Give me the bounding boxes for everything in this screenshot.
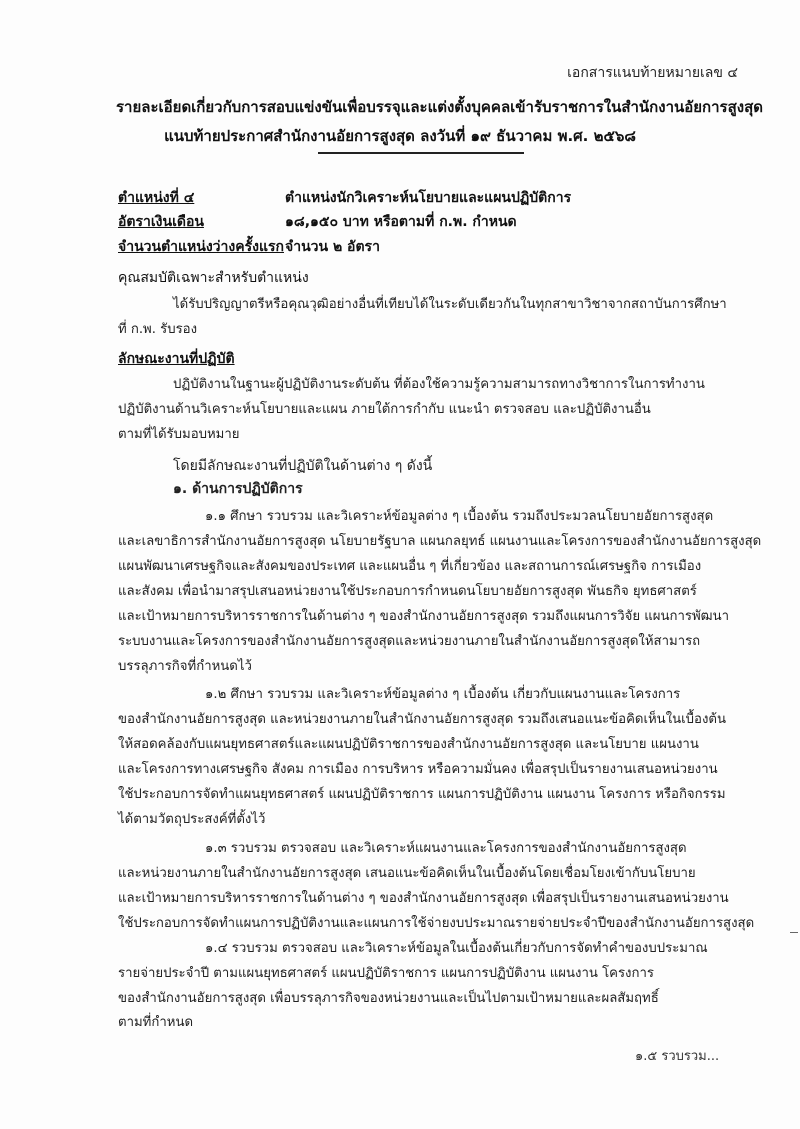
- position-label: ตำแหน่งที่ ๔: [118, 190, 195, 206]
- item-1-3-line: ๑.๓ รวบรวม ตรวจสอบ และวิเคราะห์แผนงานและโครงการของสำนักงานอัยการสูงสุด: [205, 841, 687, 856]
- duties-heading: ลักษณะงานที่ปฏิบัติ: [118, 351, 235, 367]
- item-1-3-line: และหน่วยงานภายในสำนักงานอัยการสูงสุด เสนอแนะข้อคิดเห็นในเบื้องต้นโดยเชื่อมโยงเข้ากับนโยบาย: [118, 866, 696, 881]
- item-1-3-line: ใช้ประกอบการจัดทำแผนการปฏิบัติงานและแผนการใช้จ่ายงบประมาณรายจ่ายประจำปีของสำนักงานอัยการสูงสุด: [118, 916, 755, 931]
- item-1-1-line: บรรลุภารกิจที่กำหนดไว้: [118, 659, 252, 674]
- item-1-4-line: รายจ่ายประจำปี ตามแผนยุทธศาสตร์ แผนปฏิบัติราชการ แผนการปฏิบัติงาน แผนงาน โครงการ: [118, 966, 654, 981]
- item-1-1-line: ระบบงานและโครงการของสำนักงานอัยการสูงสุดและหน่วยงานภายในสำนักงานอัยการสูงสุดให้สามารถ: [118, 634, 701, 649]
- item-1-4-line: ๑.๔ รวบรวม ตรวจสอบ และวิเคราะห์ข้อมูลในเบื้องต้นเกี่ยวกับการจัดทำคำของบประมาณ: [205, 941, 708, 956]
- vacancies-label: จำนวนตำแหน่งว่างครั้งแรก: [118, 239, 284, 255]
- margin-mark: [790, 932, 798, 933]
- item-1-2-line: ใช้ประกอบการจัดทำแผนยุทธศาสตร์ แผนปฏิบัติราชการ แผนการปฏิบัติงาน แผนงาน โครงการ หรือกิจกรรม: [118, 787, 726, 802]
- item-1-2-line: ได้ตามวัตถุประสงค์ที่ตั้งไว้: [118, 812, 266, 827]
- continuation-marker: ๑.๕ รวบรวม...: [635, 1049, 720, 1064]
- vacancies-value: จำนวน ๒ อัตรา: [285, 239, 380, 255]
- qualifications-line: ได้รับปริญญาตรีหรือคุณวุฒิอย่างอื่นที่เทียบได้ในระดับเดียวกันในทุกสาขาวิชาจากสถาบันการศึกษา: [173, 297, 727, 312]
- item-1-2-line: ๑.๒ ศึกษา รวบรวม และวิเคราะห์ข้อมูลต่าง ๆ เบื้องต้น เกี่ยวกับแผนงานและโครงการ: [205, 687, 681, 702]
- duties-lead-in: โดยมีลักษณะงานที่ปฏิบัติในด้านต่าง ๆ ดังนี้: [173, 458, 433, 474]
- item-1-1-line: และเป้าหมายการบริหารราชการในด้านต่าง ๆ ของสำนักงานอัยการสูงสุด รวมถึงแผนการวิจัย แผนการพัฒนา: [118, 609, 730, 624]
- qualifications-heading: คุณสมบัติเฉพาะสำหรับตำแหน่ง: [118, 270, 309, 286]
- position-value: ตำแหน่งนักวิเคราะห์นโยบายและแผนปฏิบัติการ: [285, 190, 572, 206]
- item-1-3-line: และเป้าหมายการบริหารราชการในด้านต่าง ๆ ของสำนักงานอัยการสูงสุด เพื่อสรุปเป็นรายงานเสนอหน่วยงาน: [118, 891, 729, 906]
- item-1-2-line: ของสำนักงานอัยการสูงสุด และหน่วยงานภายในสำนักงานอัยการสูงสุด รวมถึงเสนอแนะข้อคิดเห็นในเบื้องต้น: [118, 712, 726, 727]
- duties-intro-line: ตามที่ได้รับมอบหมาย: [118, 427, 240, 442]
- item-1-4-line: ของสำนักงานอัยการสูงสุด เพื่อบรรลุภารกิจของหน่วยงานและเป็นไปตามเป้าหมายและผลสัมฤทธิ์: [118, 991, 659, 1006]
- item-1-1-line: และเลขาธิการสำนักงานอัยการสูงสุด นโยบายรัฐบาล แผนกลยุทธ์ แผนงานและโครงการของสำนักงานอัยการสูงสุด: [118, 534, 762, 549]
- duties-intro-line: ปฏิบัติงานด้านวิเคราะห์นโยบายและแผน ภายใต้การกำกับ แนะนำ ตรวจสอบ และปฏิบัติงานอื่น: [118, 402, 651, 417]
- duties-intro-line: ปฏิบัติงานในฐานะผู้ปฏิบัติงานระดับต้น ที่ต้องใช้ความรู้ความสามารถทางวิชาการในการทำงาน: [173, 377, 705, 392]
- item-1-1-line: ๑.๑ ศึกษา รวบรวม และวิเคราะห์ข้อมูลต่าง ๆ เบื้องต้น รวมถึงประมวลนโยบายอัยการสูงสุด: [205, 509, 714, 524]
- annex-reference: เอกสารแนบท้ายหมายเลข ๔: [567, 65, 738, 81]
- item-1-1-line: แผนพัฒนาเศรษฐกิจและสังคมของประเทศ และแผนอื่น ๆ ที่เกี่ยวข้อง และสถานการณ์เศรษฐกิจ การเมือง: [118, 559, 702, 574]
- document-title-line-2: แนบท้ายประกาศสำนักงานอัยการสูงสุด ลงวันที่ ๑๙ ธันวาคม พ.ศ. ๒๕๖๘: [164, 127, 636, 145]
- salary-value: ๑๘,๑๕๐ บาท หรือตามที่ ก.พ. กำหนด: [285, 214, 517, 230]
- salary-label: อัตราเงินเดือน: [118, 214, 204, 230]
- qualifications-line: ที่ ก.พ. รับรอง: [118, 322, 198, 337]
- item-1-1-line: และสังคม เพื่อนำมาสรุปเสนอหน่วยงานใช้ประกอบการกำหนดนโยบายอัยการสูงสุด พันธกิจ ยุทธศาสตร์: [118, 584, 697, 599]
- item-1-4-line: ตามที่กำหนด: [118, 1015, 194, 1030]
- document-title-line-1: รายละเอียดเกี่ยวกับการสอบแข่งขันเพื่อบรรจุและแต่งตั้งบุคคลเข้ารับราชการในสำนักงานอัยการสูงสุด: [116, 98, 763, 116]
- item-1-2-line: และโครงการทางเศรษฐกิจ สังคม การเมือง การบริหาร หรือความมั่นคง เพื่อสรุปเป็นรายงานเสนอหน่วยงาน: [118, 762, 718, 777]
- title-divider: [318, 152, 524, 154]
- subsection-heading: ๑. ด้านการปฏิบัติการ: [173, 481, 303, 497]
- item-1-2-line: ให้สอดคล้องกับแผนยุทธศาสตร์และแผนปฏิบัติราชการของสำนักงานอัยการสูงสุด และนโยบาย แผนงาน: [118, 737, 699, 752]
